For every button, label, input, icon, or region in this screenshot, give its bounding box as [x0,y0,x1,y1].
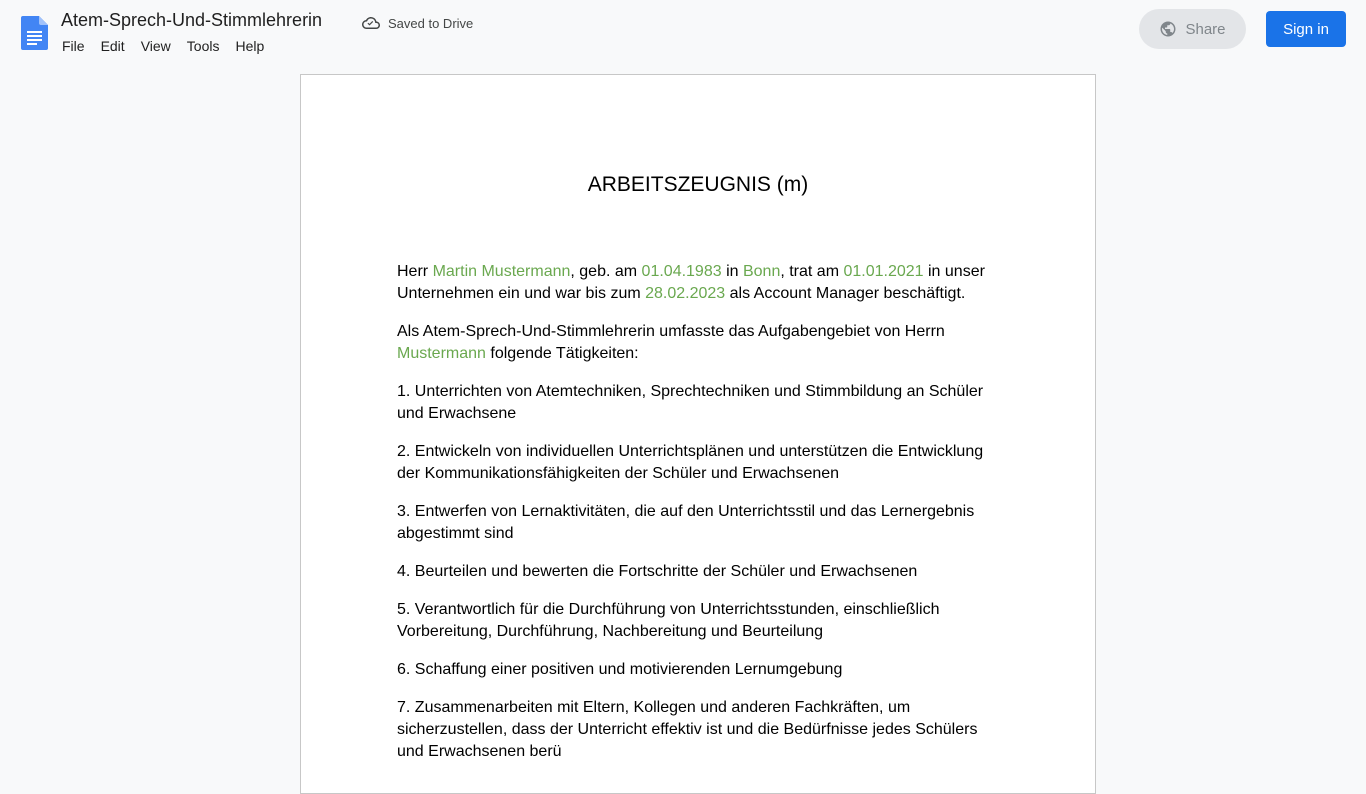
tasks-intro-text: folgende Tätigkeiten: [485,345,639,362]
employee-surname: Mustermann [397,345,486,362]
intro-text: in [721,263,743,280]
birth-city: Bonn [742,263,781,280]
google-docs-icon[interactable] [21,16,48,50]
top-bar [0,0,1366,64]
globe-icon [1159,20,1177,38]
task-item: 2. Entwickeln von individuellen Unterrichtsplänen und unterstützen die Entwicklung der Kommunikationsfähigkeiten der Schüler und Erwachsenen [397,443,984,482]
sign-in-button[interactable]: Sign in [1266,11,1346,47]
intro-text: in unser Unternehmen ein und war bis zum [397,263,985,302]
share-button[interactable] [1139,9,1246,49]
document-title[interactable]: Atem-Sprech-Und-Stimmlehrerin [61,10,323,30]
task-item: 4. Beurteilen und bewerten die Fortschritte der Schüler und Erwachsenen [397,563,918,580]
task-item: 7. Zusammenarbeiten mit Eltern, Kollegen und anderen Fachkräften, um sicherzustellen, dass der Unterricht effektiv ist und die Bedürfnisse jedes Schülers und Erwachsenen berü [397,699,978,760]
birth-date: 01.04.1983 [641,263,722,280]
document-heading: ARBEITSZEUGNIS (m) [587,173,809,196]
menu-tools[interactable]: Tools [186,38,220,54]
task-item: 3. Entwerfen von Lernaktivitäten, die auf den Unterrichtsstil und das Lernergebnis abgestimmt sind [397,503,975,542]
tasks-intro-text: Als Atem-Sprech-Und-Stimmlehrerin umfasste das Aufgabengebiet von Herrn [397,323,945,340]
intro-paragraph [397,261,989,305]
menu-help[interactable]: Help [235,38,265,54]
share-label: Share [1185,20,1226,38]
menu-edit[interactable]: Edit [100,38,125,54]
save-status-label: Saved to Drive [388,15,474,31]
document-body [397,261,989,779]
employee-name: Martin Mustermann [432,263,571,280]
intro-text: Herr [397,263,433,280]
tasks-intro-paragraph [397,321,989,365]
menu-bar [62,38,280,54]
document-page [300,74,1096,794]
end-date: 28.02.2023 [645,285,726,302]
task-item: 1. Unterrichten von Atemtechniken, Sprechtechniken und Stimmbildung an Schüler und Erwachsene [397,383,984,422]
intro-text: , trat am [780,263,844,280]
menu-file[interactable]: File [62,38,85,54]
save-status[interactable] [362,14,473,32]
intro-text: als Account Manager beschäftigt. [725,285,966,302]
task-item: 5. Verantwortlich für die Durchführung von Unterrichtsstunden, einschließlich Vorbereitung, Durchführung, Nachbereitung und Beurteilung [397,601,940,640]
intro-text: , geb. am [570,263,642,280]
task-item: 6. Schaffung einer positiven und motivierenden Lernumgebung [397,661,843,678]
start-date: 01.01.2021 [843,263,924,280]
cloud-done-icon [362,14,380,32]
menu-view[interactable]: View [140,38,171,54]
